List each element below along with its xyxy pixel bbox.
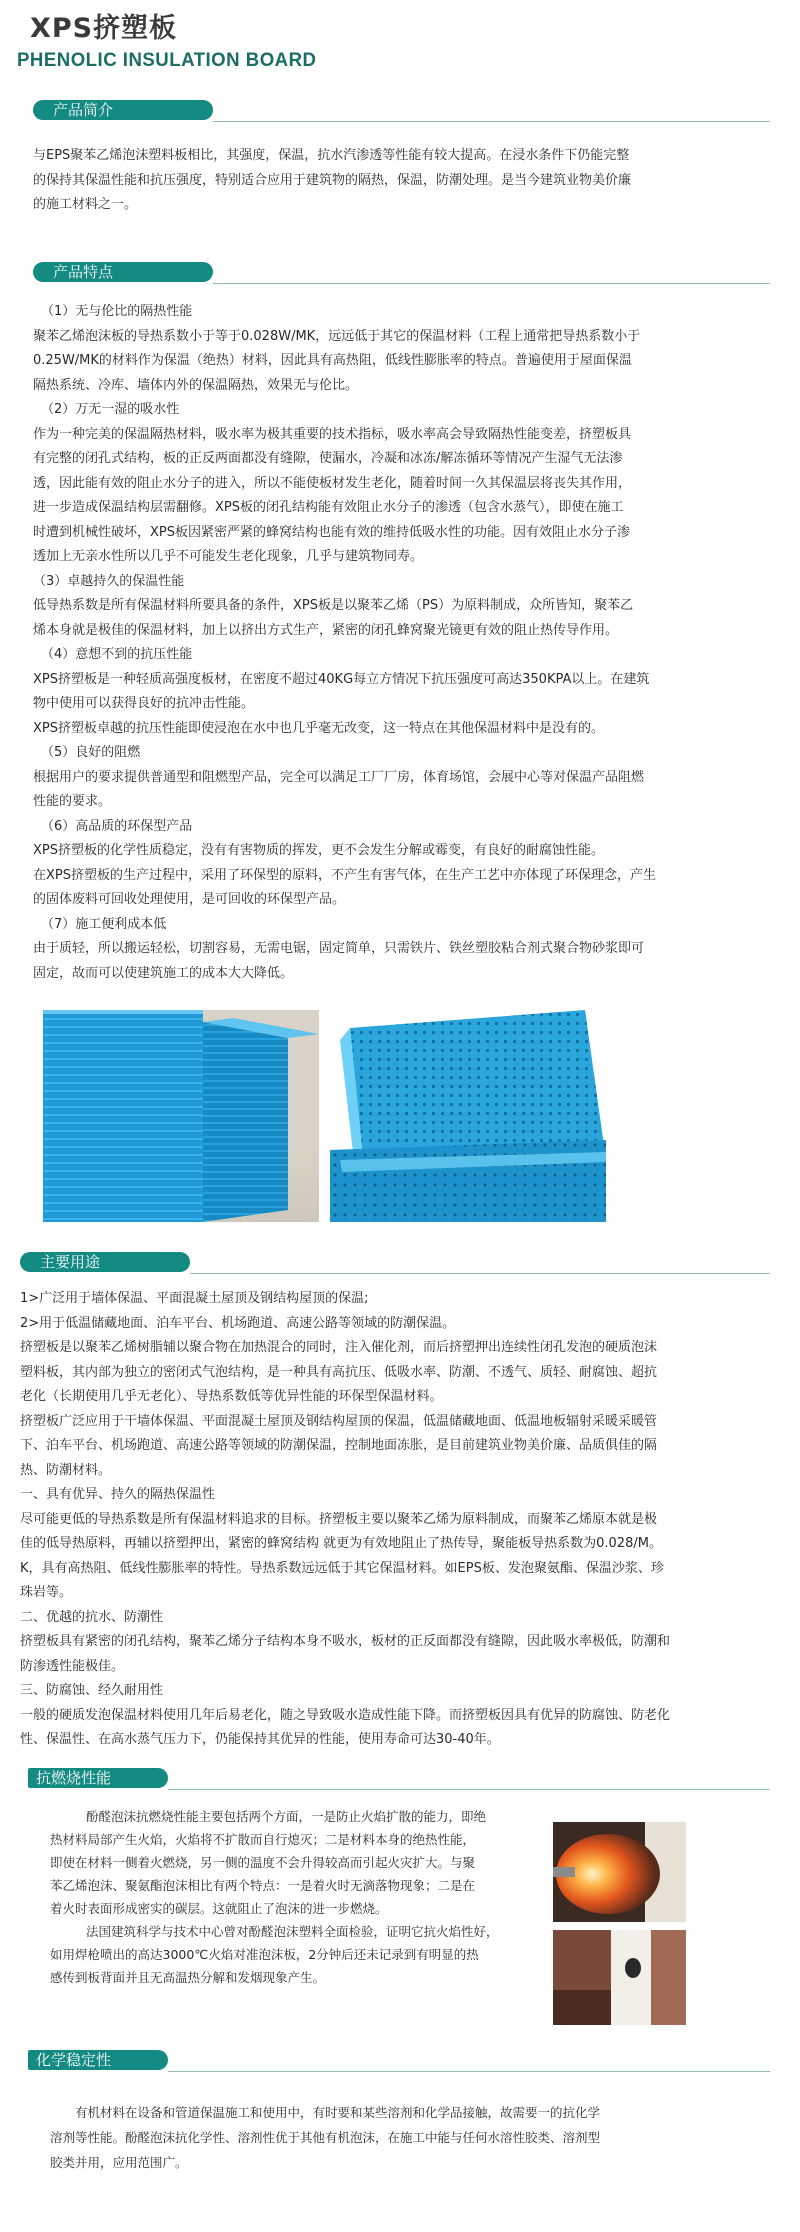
feature-line: 0.25W/MK的材料作为保温（绝热）材料，因此具有高热阻，低线性膨胀率的特点。普遍使用于屋面保温 — [33, 353, 632, 368]
fire-line: 即使在材料一侧着火燃烧，另一侧的温度不会升得较高而引起火灾扩大。与聚 — [50, 1855, 476, 1870]
chem-line: 胶类并用，应用范围广。 — [50, 2155, 188, 2170]
intro-header — [33, 100, 770, 120]
intro-line: 的保持其保温性能和抗压强度，特别适合应用于建筑物的隔热，保温，防潮处理。是当今建筑业物美价廉 — [33, 172, 632, 188]
feature-title: （6）高品质的环保型产品 — [41, 818, 193, 834]
feature-line: 透加上无亲水性所以几乎不可能发生老化现象，几乎与建筑物同寿。 — [33, 549, 424, 564]
uses-text — [20, 1287, 670, 1753]
fire-line: 如用焊枪喷出的高达3000℃火焰对准泡沫板，2分钟后还未记录到有明显的热 — [50, 1947, 479, 1962]
fire-header — [28, 1768, 770, 1788]
uses-line: 塑料板，其内部为独立的密闭式气泡结构，是一种具有高抗压、低吸水率、防潮、不透气、质轻、耐腐蚀、超抗 — [20, 1364, 658, 1380]
chem-line: 有机材料在设备和管道保温施工和使用中，有时要和某些溶剂和化学品接触，故需要一的抗化学 — [75, 2105, 601, 2120]
feature-line: 聚苯乙烯泡沫板的导热系数小于等于0.028W/MK，远远低于其它的保温材料（工程上通常把导热系数小于 — [33, 328, 641, 344]
chem-heading: 化学稳定性 — [28, 2050, 168, 2070]
chem-header — [28, 2050, 770, 2070]
feature-title: （1）无与伦比的隔热性能 — [41, 304, 193, 319]
feature-line: XPS挤塑板是一种轻质高强度板材，在密度不超过40KG每立方情况下抗压强度可高达350KPA以上。在建筑 — [33, 671, 650, 687]
features-text — [33, 300, 656, 986]
fire-text — [50, 1805, 499, 1989]
uses-line: 防渗透性能极佳。 — [20, 1658, 125, 1674]
feature-line: 进一步造成保温结构层需翻修。XPS板的闭孔结构能有效阻止水分子的渗透（包含水蒸气），即使在施工 — [33, 500, 624, 515]
intro-divider — [213, 121, 770, 122]
uses-line: 2>用于低温储藏地面、泊车平台、机场跑道、高速公路等领域的防潮保温。 — [20, 1315, 456, 1331]
fire-line: 苯乙烯泡沫、聚氨酯泡沫相比有两个特点：一是着火时无滴落物现象；二是在 — [50, 1878, 476, 1893]
feature-title: （7）施工便利成本低 — [41, 916, 167, 932]
uses-line: 热、防潮材料。 — [20, 1462, 112, 1478]
feature-title: （4）意想不到的抗压性能 — [41, 647, 193, 662]
intro-line: 的施工材料之一。 — [33, 197, 138, 212]
uses-divider — [190, 1273, 770, 1274]
feature-line: 由于质轻，所以搬运轻松，切割容易，无需电锯，固定简单，只需铁片、铁丝塑胶粘合剂式聚合物砂浆即可 — [33, 941, 645, 956]
uses-line: 挤塑板广泛应用于干墙体保温、平面混凝土屋顶及钢结构屋顶的保温，低温储藏地面、低温地板辐射采暖采暖管 — [20, 1413, 658, 1429]
fire-line: 感传到板背面并且无高温热分解和发烟现象产生。 — [50, 1970, 326, 1985]
uses-line: 老化（长期使用几乎无老化）、导热系数低等优异性能的环保型保温材料。 — [20, 1389, 443, 1404]
feature-title: （2）万无一湿的吸水性 — [41, 402, 180, 417]
uses-heading: 主要用途 — [20, 1252, 190, 1272]
feature-line: 固定，故而可以使建筑施工的成本大大降低。 — [33, 965, 294, 981]
uses-subheading: 一、具有优异、持久的隔热保温性 — [20, 1487, 216, 1502]
feature-line: 根据用户的要求提供普通型和阻燃型产品，完全可以满足工厂厂房，体育场馆，会展中心等对保温产品阻燃 — [33, 769, 645, 785]
features-header — [33, 262, 770, 282]
feature-line: XPS挤塑板的化学性质稳定，没有有害物质的挥发，更不会发生分解或霉变，有良好的耐腐蚀性能。 — [33, 843, 604, 858]
fire-heading: 抗燃烧性能 — [28, 1768, 168, 1788]
uses-line: 珠岩等。 — [20, 1585, 73, 1600]
uses-line: 性、保温性、在高水蒸气压力下，仍能保持其优异的性能，使用寿命可达30-40年。 — [20, 1732, 500, 1747]
burned-board-photo — [553, 1930, 686, 2025]
chem-text — [50, 2100, 600, 2175]
uses-line: 挤塑板是以聚苯乙烯树脂辅以聚合物在加热混合的同时，注入催化剂，而后挤塑押出连续性闭孔发泡的硬质泡沫 — [20, 1340, 658, 1355]
uses-line: 挤塑板具有紧密的闭孔结构，聚苯乙烯分子结构本身不吸水，板材的正反面都没有缝隙，因此吸水率极低，防潮和 — [20, 1634, 671, 1649]
uses-line: 佳的低导热原料，再辅以挤塑押出，紧密的蜂窝结构 就更为有效地阻止了热传导，聚能板导热系数为0.028/M。 — [20, 1536, 662, 1551]
feature-line: 的固体废料可回收处理使用，是可回收的环保型产品。 — [33, 892, 346, 907]
uses-subheading: 二、优越的抗水、防潮性 — [20, 1609, 164, 1625]
feature-line: 低导热系数是所有保温材料所要具备的条件，XPS板是以聚苯乙烯（PS）为原料制成，众所皆知，聚苯乙 — [33, 598, 634, 613]
brand-title-cn: XPS挤塑板 — [30, 13, 178, 44]
fire-line: 着火时表面形成密实的碳层。这就阻止了泡沫的进一步燃烧。 — [50, 1901, 388, 1916]
uses-line: 下、泊车平台、机场跑道、高速公路等领域的防潮保温，控制地面冻胀，是目前建筑业物美价廉、品质俱佳的隔 — [20, 1438, 658, 1453]
fire-divider — [168, 1789, 770, 1790]
chem-divider — [168, 2071, 770, 2072]
intro-line: 与EPS聚苯乙烯泡沫塑料板相比，其强度，保温，抗水汽渗透等性能有较大提高。在浸水条件下仍能完整 — [33, 148, 630, 163]
uses-line: 一般的硬质发泡保温材料使用几年后易老化，随之导致吸水造成性能下降。而挤塑板因具有优异的防腐蚀、防老化 — [20, 1707, 671, 1723]
feature-line: XPS挤塑板卓越的抗压性能即使浸泡在水中也几乎毫无改变，这一特点在其他保温材料中是没有的。 — [33, 720, 604, 736]
feature-title: （3）卓越持久的保温性能 — [33, 573, 185, 589]
features-heading: 产品特点 — [33, 262, 213, 282]
feature-line: 性能的要求。 — [33, 794, 112, 809]
chem-line: 溶剂等性能。酚醛泡沫抗化学性、溶剂性优于其他有机泡沫，在施工中能与任何水溶性胶类、溶剂型 — [50, 2130, 601, 2145]
fire-line: 酚醛泡沫抗燃烧性能主要包括两个方面，一是防止火焰扩散的能力，即绝 — [86, 1809, 487, 1824]
features-divider — [213, 283, 770, 284]
flame-test-photo — [553, 1822, 686, 1922]
feature-line: 在XPS挤塑板的生产过程中，采用了环保型的原料，不产生有害气体，在生产工艺中亦体现了环保理念，产生 — [33, 867, 656, 883]
uses-line: 尽可能更低的导热系数是所有保温材料追求的目标。挤塑板主要以聚苯乙烯为原料制成，而聚苯乙烯原本就是极 — [20, 1511, 658, 1527]
uses-header — [20, 1252, 770, 1272]
feature-line: 有完整的闭孔式结构，板的正反两面都没有缝隙，使漏水，冷凝和冰冻/解冻循环等情况产生湿气无法渗 — [33, 451, 623, 466]
xps-board-closeup-photo — [330, 1010, 606, 1222]
brand-title-en: PHENOLIC INSULATION BOARD — [17, 50, 317, 71]
feature-line: 烯本身就是极佳的保温材料，加上以挤出方式生产，紧密的闭孔蜂窝聚光镜更有效的阻止热传导作用。 — [33, 622, 619, 638]
fire-line: 热材料局部产生火焰，火焰将不扩散而自行熄灭；二是材料本身的绝热性能， — [50, 1832, 476, 1847]
feature-line: 物中使用可以获得良好的抗冲击性能。 — [33, 696, 255, 711]
feature-line: 透，因此能有效的阻止水分子的进入，所以不能使板材发生老化，随着时间一久其保温层将丧失其作用， — [33, 475, 632, 491]
uses-line: K，具有高热阻、低线性膨胀率的特性。导热系数远远低于其它保温材料。如EPS板、发泡聚氨酯、保温沙浆、珍 — [20, 1560, 664, 1576]
fire-line: 法国建筑科学与技术中心曾对酚醛泡沫塑料全面检验，证明它抗火焰性好， — [86, 1924, 499, 1939]
uses-line: 1>广泛用于墙体保温、平面混凝土屋顶及钢结构屋顶的保温; — [20, 1291, 369, 1306]
feature-line: 作为一种完美的保温隔热材料，吸水率为极其重要的技术指标，吸水率高会导致隔热性能变差，挤塑板具 — [33, 426, 632, 442]
uses-subheading: 三、防腐蚀、经久耐用性 — [20, 1683, 164, 1698]
feature-title: （5）良好的阻燃 — [41, 745, 141, 760]
feature-line: 时遭到机械性破坏，XPS板因紧密严紧的蜂窝结构也能有效的维持低吸水性的功能。因有效阻止水分子渗 — [33, 524, 630, 540]
intro-text — [33, 144, 631, 218]
intro-heading: 产品简介 — [33, 100, 213, 120]
feature-line: 隔热系统、冷库、墙体内外的保温隔热，效果无与伦比。 — [33, 377, 359, 393]
xps-board-stack-photo — [43, 1010, 319, 1222]
